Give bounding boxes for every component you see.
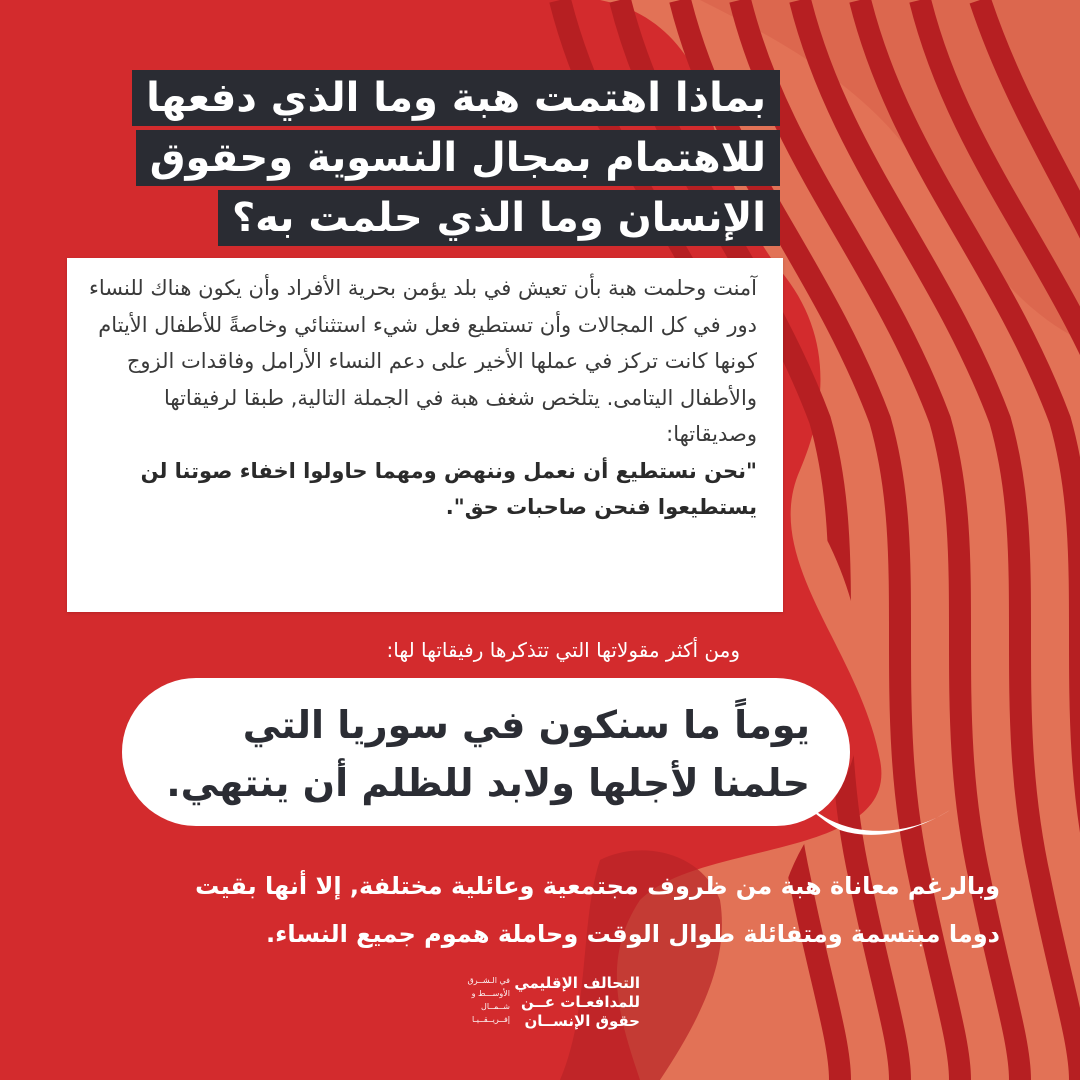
logo-main-line-1: التحالف الإقليمي (514, 974, 640, 992)
speech-bubble-line-2: حلمنا لأجلها ولابد للظلم أن ينتهي. (166, 761, 810, 805)
closing-line-2: دوما مبتسمة ومتفائلة طوال الوقت وحاملة هموم جميع النساء. (265, 920, 1000, 948)
organization-logo (440, 974, 640, 1034)
logo-main-line-3: حقوق الإنســان (524, 1012, 640, 1030)
logo-side-text (440, 974, 510, 1026)
speech-bubble (122, 678, 850, 826)
logo-side-line-3: شــمــال (481, 1002, 510, 1011)
logo-main-line-2: للمدافعـات عــن (521, 993, 640, 1011)
lead-in-text: ومن أكثر مقولاتها التي تتذكرها رفيقاتها لها: (386, 638, 740, 662)
body-quote: "نحن نستطيع أن نعمل وننهض ومهما حاولوا اخفاء صوتنا لن يستطيعوا فنحن صاحبات حق". (140, 458, 757, 519)
title-line-2: للاهتمام بمجال النسوية وحقوق (136, 130, 780, 186)
logo-side-line-2: الأوســـط و (471, 989, 510, 998)
closing-line-1: وبالرغم معاناة هبة من ظروف مجتمعية وعائلية مختلفة, إلا أنها بقيت (195, 872, 1000, 900)
closing-text (60, 862, 1000, 958)
speech-bubble-line-1: يوماً ما سنكون في سوريا التي (242, 703, 810, 747)
body-text-box (67, 258, 783, 612)
title-line-1: بماذا اهتمت هبة وما الذي دفعها (132, 70, 780, 126)
body-paragraph: آمنت وحلمت هبة بأن تعيش في بلد يؤمن بحرية الأفراد وأن يكون هناك للنساء دور في كل المجالات وأن تستطيع فعل شيء استثنائي وخاصةً للأطفال الأيتام كونها كانت تركز في عملها الأخير على دعم النساء الأرامل وفاقدات الزوج والأطفال اليتامى. يتلخص شغف هبة في الجملة التالية, طبقا لرفيقاتها وصديقاتها: (88, 276, 757, 446)
logo-side-line-1: في الـشــرق (467, 976, 510, 985)
title-line-3: الإنسان وما الذي حلمت به؟ (218, 190, 780, 246)
logo-main-text (510, 974, 640, 1031)
logo-side-line-4: إفــريــقــيـا (472, 1015, 510, 1024)
